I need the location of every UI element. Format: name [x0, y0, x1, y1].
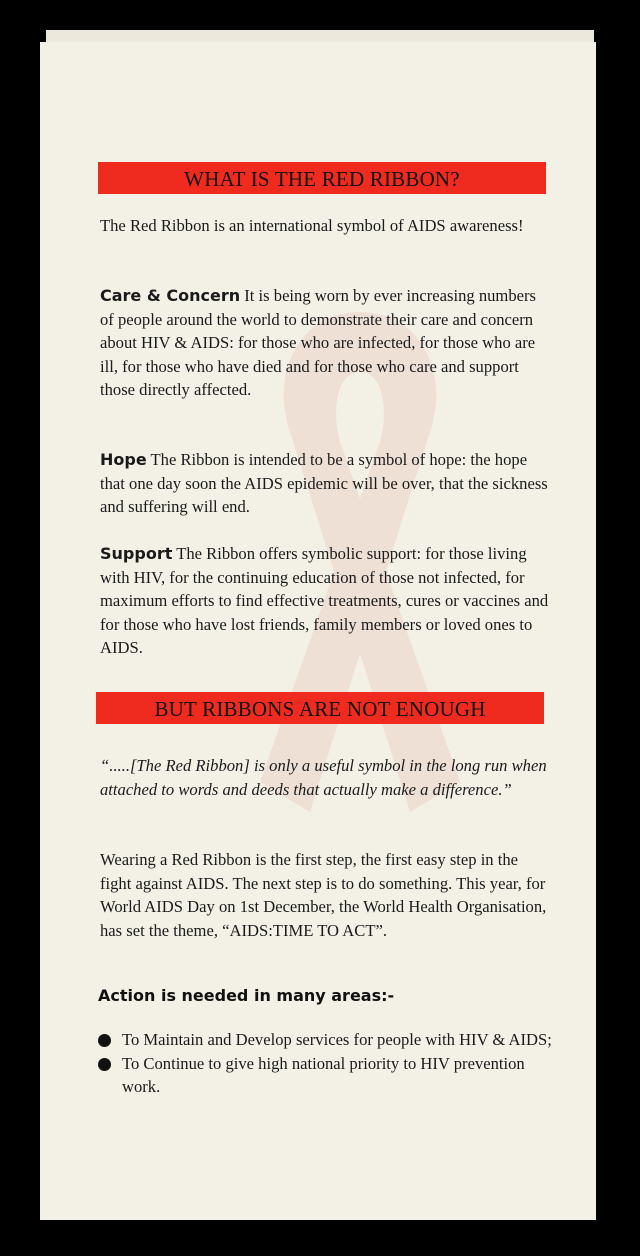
action-heading: Action is needed in many areas:-: [98, 986, 395, 1005]
bullet-icon: [98, 1058, 111, 1071]
support-term: Support: [100, 544, 173, 563]
care-concern-text: It is being worn by ever increasing numbers of people around the world to demonstrate their care and concern about HIV & AIDS: for those who are infected, for those who are ill, for those who have died and for those who care and support those directly affected.: [100, 286, 536, 399]
list-item: [98, 1052, 560, 1099]
support-text: The Ribbon offers symbolic support: for those living with HIV, for the continuing education of those not infected, for maximum efforts to find effective treatments, cures or vaccines and for those who have lost friends, family members or loved ones to AIDS.: [100, 544, 549, 657]
section-heading-not-enough: BUT RIBBONS ARE NOT ENOUGH: [96, 692, 544, 724]
hope-term: Hope: [100, 450, 147, 469]
who-quote: “.....[The Red Ribbon] is only a useful symbol in the long run when attached to words and deeds that actually make a difference.”: [100, 756, 547, 799]
care-concern-paragraph: [100, 284, 550, 402]
list-item: [98, 1028, 560, 1052]
list-item-text: To Continue to give high national priority to HIV prevention work.: [122, 1053, 525, 1096]
hope-text: The Ribbon is intended to be a symbol of hope: the hope that one day soon the AIDS epidemic will be over, that the sickness and suffering will end.: [100, 450, 548, 516]
section-heading-red-ribbon: WHAT IS THE RED RIBBON?: [98, 162, 546, 194]
bullet-icon: [98, 1034, 111, 1047]
first-step-paragraph: Wearing a Red Ribbon is the first step, the first easy step in the fight against AIDS. The next step is to do something. This year, for World AIDS Day on 1st December, the World Health Organisation, has set the theme, “AIDS:TIME TO ACT”.: [100, 850, 547, 940]
hope-paragraph: [100, 448, 550, 519]
leaflet-page: [40, 42, 596, 1220]
intro-paragraph: The Red Ribbon is an international symbol of AIDS awareness!: [100, 216, 524, 235]
action-list: [98, 1028, 560, 1099]
care-concern-term: Care & Concern: [100, 286, 241, 305]
support-paragraph: [100, 542, 550, 660]
list-item-text: To Maintain and Develop services for people with HIV & AIDS;: [122, 1030, 552, 1049]
